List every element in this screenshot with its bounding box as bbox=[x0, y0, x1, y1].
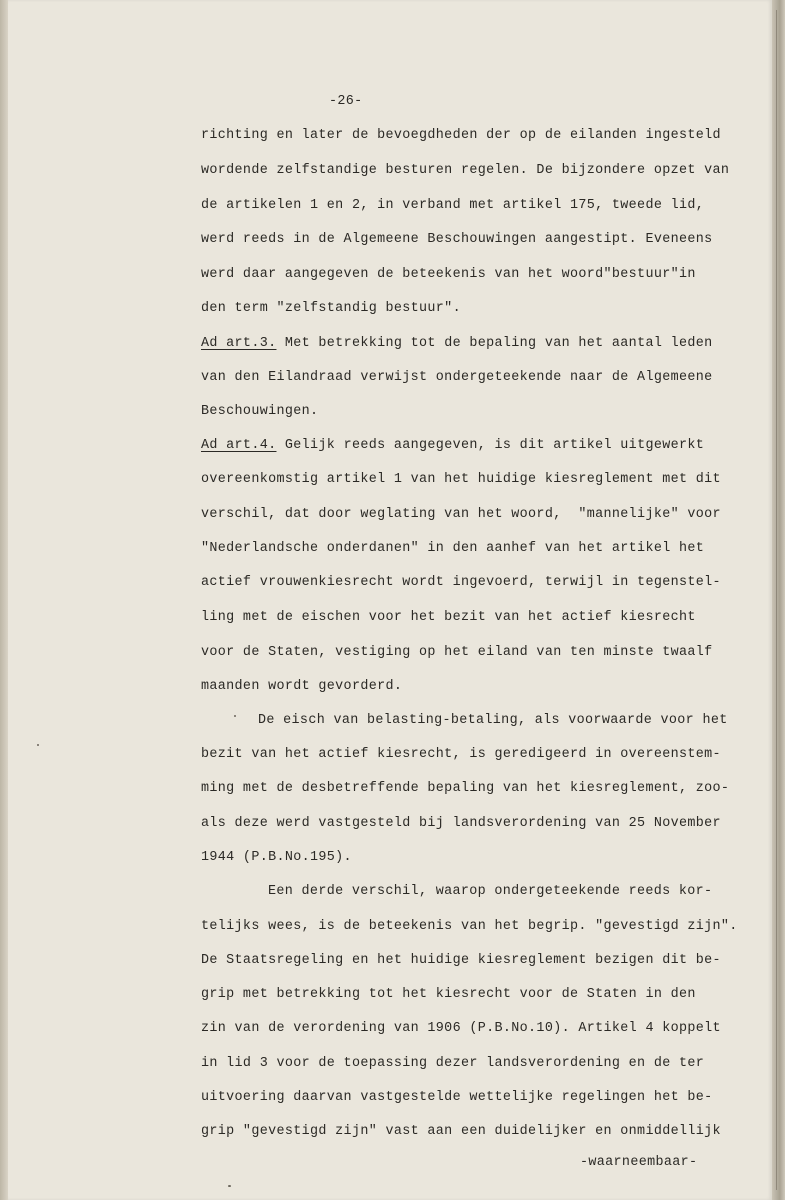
text-line: den term "zelfstandig bestuur". bbox=[201, 301, 461, 316]
text-line bbox=[201, 336, 713, 351]
text-line: telijks wees, is de beteekenis van het begrip. "gevestigd zijn". bbox=[201, 919, 738, 934]
text-line: uitvoering daarvan vastgestelde wettelijke regelingen het be- bbox=[201, 1090, 713, 1105]
text-line: De Staatsregeling en het huidige kiesreglement bezigen dit be- bbox=[201, 953, 721, 968]
text-line: bezit van het actief kiesrecht, is geredigeerd in overeenstem- bbox=[201, 747, 721, 762]
paper-speck bbox=[234, 715, 236, 717]
text-line: wordende zelfstandige besturen regelen. De bijzondere opzet van bbox=[201, 163, 730, 178]
page-left-edge bbox=[0, 0, 8, 1200]
article-heading: Ad art.3. bbox=[201, 336, 277, 351]
text-line: van den Eilandraad verwijst ondergeteekende naar de Algemeene bbox=[201, 370, 713, 385]
page-number: -26- bbox=[329, 94, 363, 109]
text-line: overeenkomstig artikel 1 van het huidige kiesreglement met dit bbox=[201, 472, 721, 487]
text-line: de artikelen 1 en 2, in verband met artikel 175, tweede lid, bbox=[201, 198, 705, 213]
text-line: Een derde verschil, waarop ondergeteekende reeds kor- bbox=[268, 884, 713, 899]
text-line: verschil, dat door weglating van het woord, "mannelijke" voor bbox=[201, 507, 721, 522]
paper-speck bbox=[228, 1185, 231, 1187]
page-footer-catchword: -waarneembaar- bbox=[580, 1155, 698, 1170]
text-line: "Nederlandsche onderdanen" in den aanhef van het artikel het bbox=[201, 541, 705, 556]
text-line-continuation: Met betrekking tot de bepaling van het aantal leden bbox=[276, 336, 713, 351]
text-line: richting en later de bevoegdheden der op de eilanden ingesteld bbox=[201, 128, 721, 143]
page-right-edge bbox=[772, 0, 785, 1200]
text-line: 1944 (P.B.No.195). bbox=[201, 850, 352, 865]
text-line: ling met de eischen voor het bezit van het actief kiesrecht bbox=[201, 610, 696, 625]
text-line: Beschouwingen. bbox=[201, 404, 319, 419]
text-line: als deze werd vastgesteld bij landsverordening van 25 November bbox=[201, 816, 721, 831]
document-page bbox=[8, 0, 772, 1200]
article-heading: Ad art.4. bbox=[201, 438, 277, 453]
text-line: ming met de desbetreffende bepaling van het kiesreglement, zoo- bbox=[201, 781, 730, 796]
text-line bbox=[201, 438, 704, 453]
text-line: in lid 3 voor de toepassing dezer landsverordening en de ter bbox=[201, 1056, 705, 1071]
text-line: grip met betrekking tot het kiesrecht voor de Staten in den bbox=[201, 987, 696, 1002]
text-line: zin van de verordening van 1906 (P.B.No.10). Artikel 4 koppelt bbox=[201, 1021, 721, 1036]
text-line: werd daar aangegeven de beteekenis van het woord"bestuur"in bbox=[201, 267, 696, 282]
text-line: grip "gevestigd zijn" vast aan een duidelijker en onmiddellijk bbox=[201, 1124, 721, 1139]
text-line: voor de Staten, vestiging op het eiland van ten minste twaalf bbox=[201, 645, 713, 660]
text-line: De eisch van belasting-betaling, als voorwaarde voor het bbox=[258, 713, 728, 728]
text-line: maanden wordt gevorderd. bbox=[201, 679, 403, 694]
text-line-continuation: Gelijk reeds aangegeven, is dit artikel uitgewerkt bbox=[276, 438, 705, 453]
paper-speck bbox=[37, 744, 39, 746]
text-line: werd reeds in de Algemeene Beschouwingen aangestipt. Eveneens bbox=[201, 232, 713, 247]
text-line: actief vrouwenkiesrecht wordt ingevoerd, terwijl in tegenstel- bbox=[201, 575, 721, 590]
